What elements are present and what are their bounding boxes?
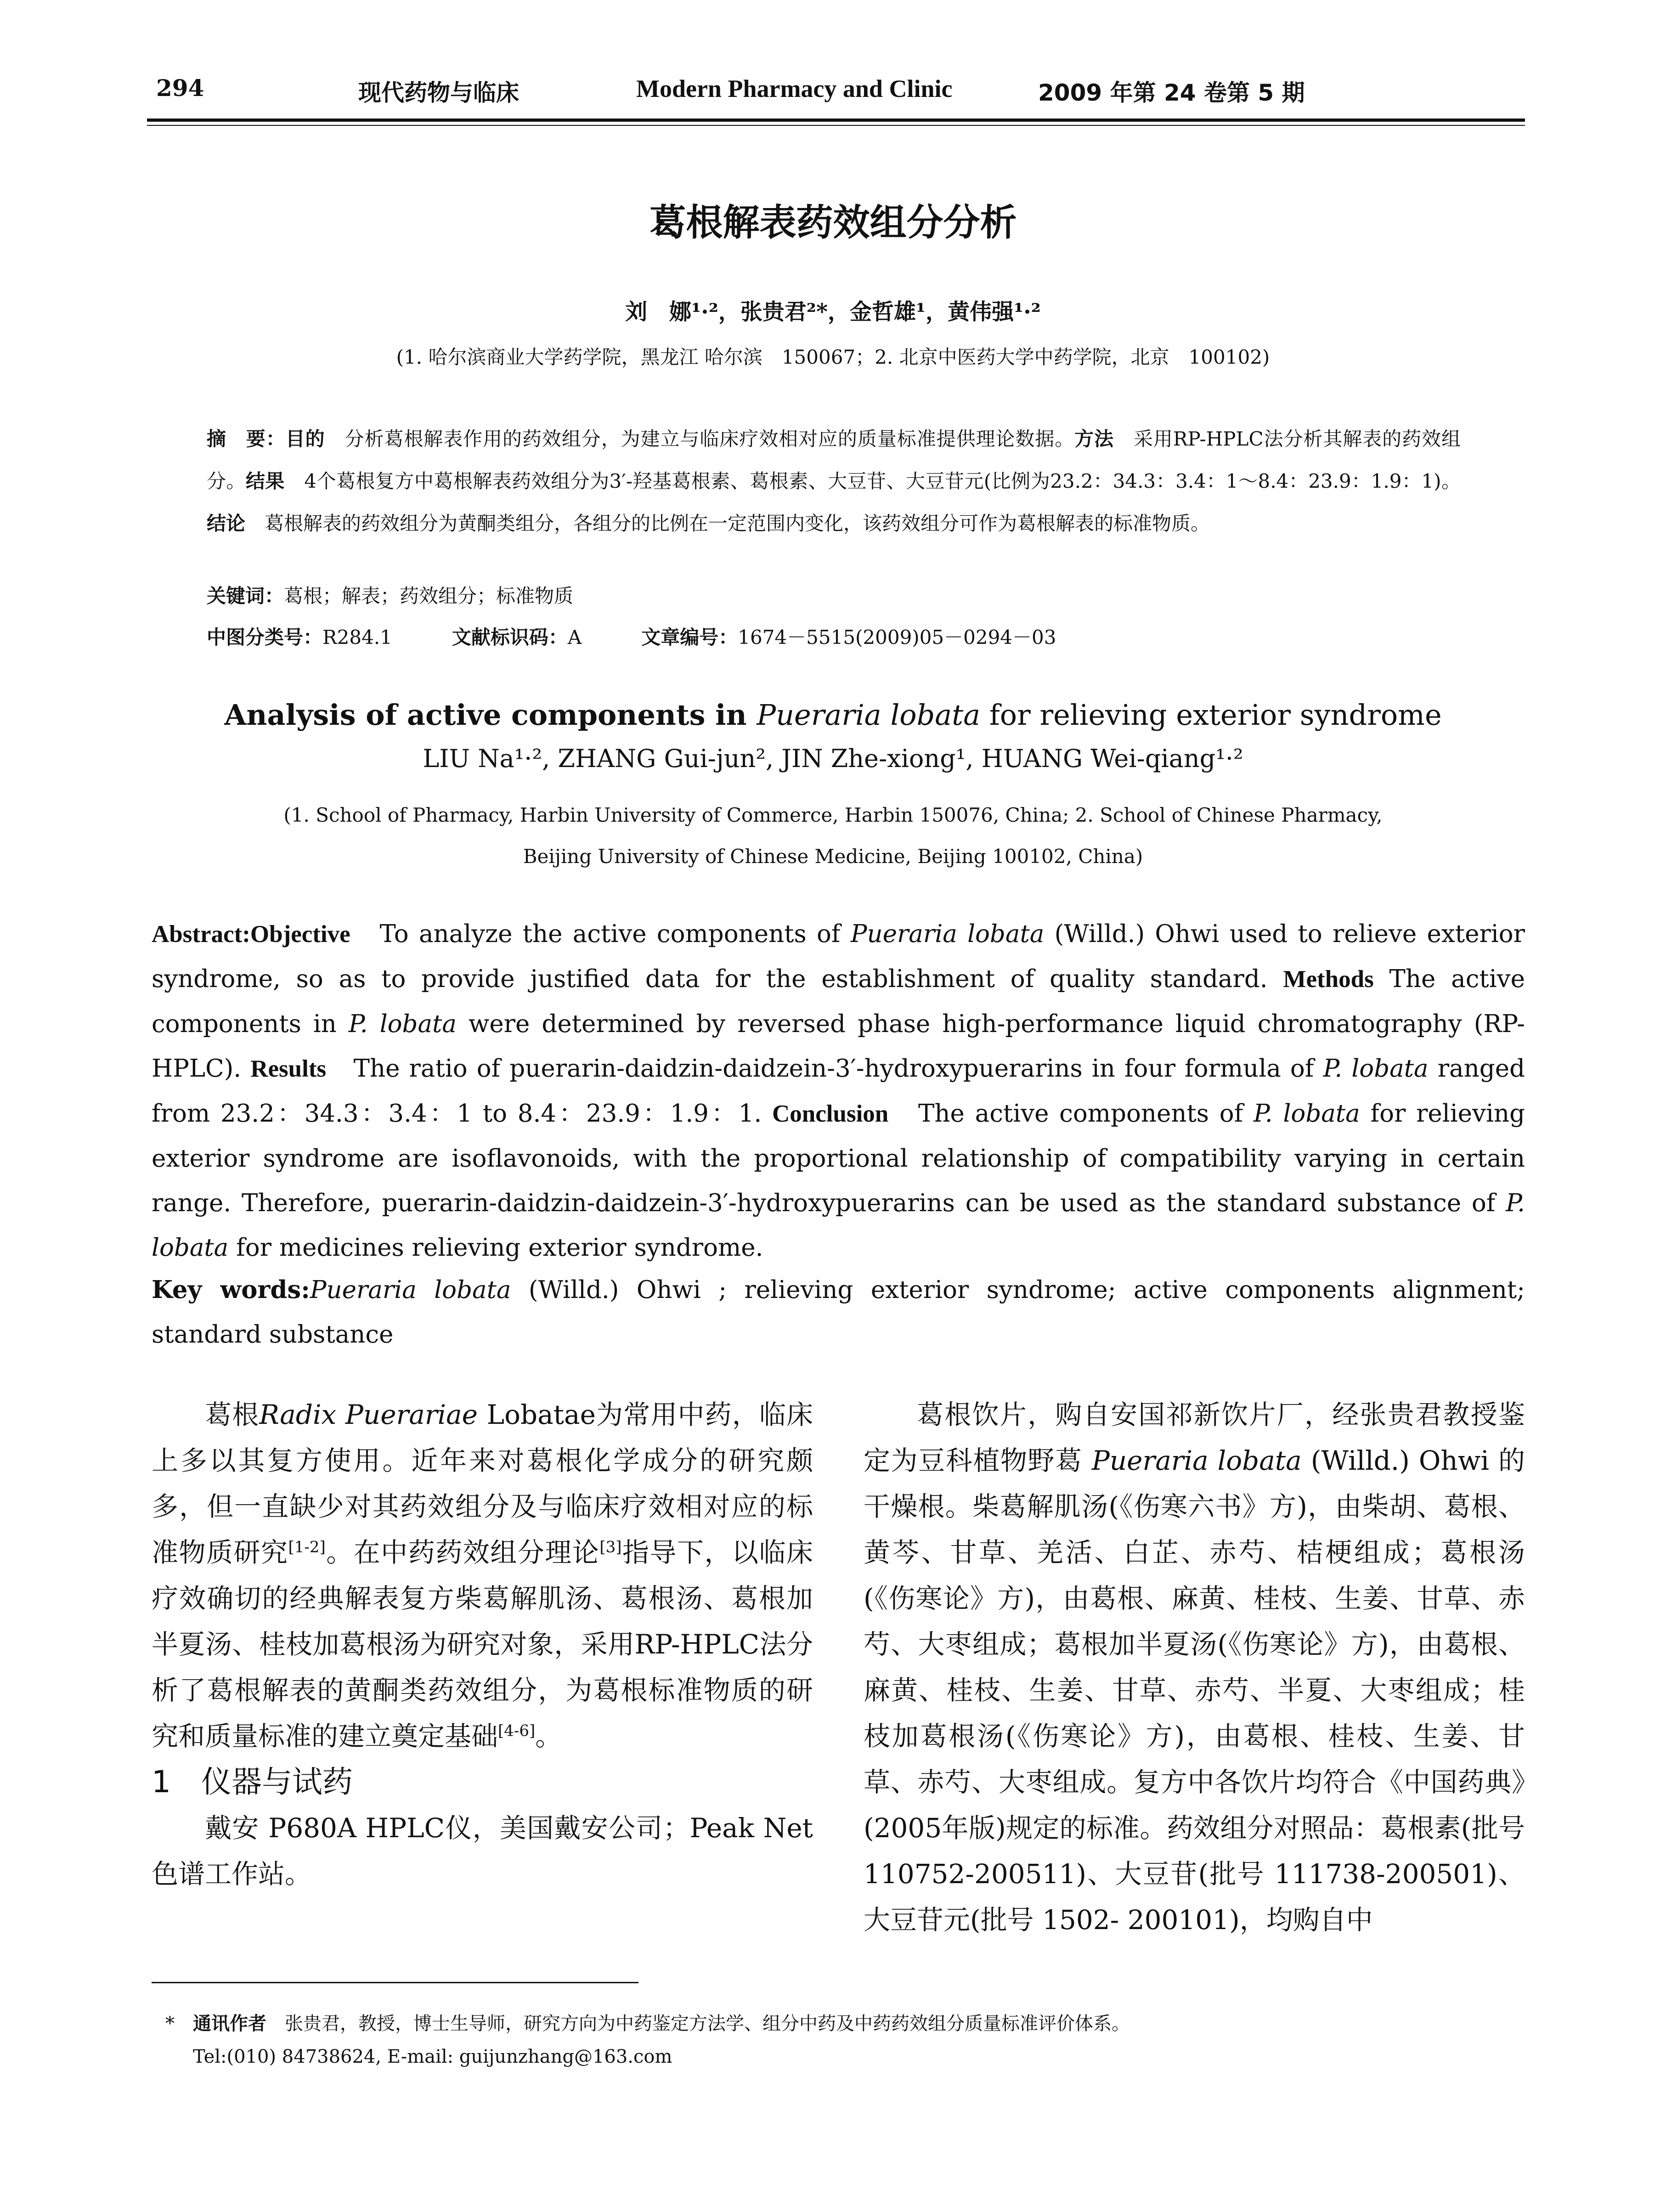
results-text-cn: 4个葛根复方中葛根解表药效组分为3′-羟基葛根素、葛根素、大豆苷、大豆苷元(比例为23.2：34.3：3.4：1～8.4：23.9：1.9：1)。 bbox=[284, 470, 1461, 492]
body-column-right bbox=[864, 1392, 1525, 1943]
objective-text-en-1: To analyze the active components of bbox=[350, 920, 851, 948]
abstract-en bbox=[152, 912, 1525, 1270]
body-column-left bbox=[152, 1392, 813, 1897]
results-label-cn: 结果 bbox=[245, 470, 285, 492]
intro-paragraph bbox=[152, 1392, 813, 1759]
conclusion-text-en-2: for relieving exterior syndrome are isoflavonoids, with the proportional relationship of compatibility varying in certain range. Therefore, puerarin-daidzin-daidzein-3′-hydroxypuerarins can be used as the standard substance of bbox=[152, 1100, 1525, 1217]
intro-text-5: 。 bbox=[535, 1721, 562, 1752]
affiliations-en bbox=[0, 795, 1666, 877]
footnote-contact: Tel:(010) 84738624, E-mail: guijunzhang@163.com bbox=[193, 2046, 672, 2067]
intro-text-3: 。在中药药效组分理论 bbox=[325, 1537, 600, 1568]
header-rule-thin bbox=[147, 125, 1525, 126]
title-en-part1: Analysis of active components in bbox=[224, 698, 757, 732]
species-abbr: P. lobata bbox=[152, 1189, 1525, 1262]
species-abbr: P. lobata bbox=[1253, 1100, 1360, 1128]
abstract-cn-label: 摘 要： bbox=[207, 428, 286, 450]
article-number-label: 文章编号： bbox=[641, 626, 738, 649]
objective-label-en: Objective bbox=[250, 921, 350, 948]
instruments-paragraph: 戴安 P680A HPLC仪，美国戴安公司；Peak Net色谱工作站。 bbox=[152, 1812, 813, 1890]
page-number: 294 bbox=[156, 74, 204, 102]
title-en-species: Pueraria lobata bbox=[757, 698, 981, 732]
materials-text-2: (Willd.) Ohwi 的干燥根。柴葛解肌汤(《伤寒六书》方)，由柴胡、葛根、黄芩、甘草、羌活、白芷、赤芍、桔梗组成；葛根汤(《伤寒论》方)，由葛根、麻黄、桂枝、生姜、甘草、赤芍、大枣组成；葛根加半夏汤(《伤寒论》方)，由葛根、麻黄、桂枝、生姜、甘草、赤芍、半夏、大枣组成；桂枝加葛根汤(《伤寒论》方)，由葛根、桂枝、生姜、甘草、赤芍、大枣组成。复方中各饮片均符合《中国药典》(2005年版)规定的标准。药效组分对照品：葛根素(批号 110752-200511)、大豆苷(批号 111738-200501)、大豆苷元(批号 1502- 200101)，均购自中 bbox=[864, 1445, 1525, 1936]
methods-label-cn: 方法 bbox=[1074, 428, 1114, 450]
title-en bbox=[0, 698, 1666, 732]
footnote-line1 bbox=[193, 2007, 1525, 2040]
running-header bbox=[156, 69, 1516, 110]
methods-text-en-2: were determined by reversed phase high-performance liquid chromatography (RP-HPLC). bbox=[152, 1010, 1525, 1083]
affiliations-en-line2: Beijing University of Chinese Medicine, Beijing 100102, China) bbox=[523, 845, 1143, 868]
affiliations-cn: (1. 哈尔滨商业大学药学院，黑龙江 哈尔滨 150067；2. 北京中医药大学中药学院，北京 100102) bbox=[396, 346, 1270, 368]
conclusion-text-cn: 葛根解表的药效组分为黄酮类组分，各组分的比例在一定范围内变化，该药效组分可作为葛根解表的标准物质。 bbox=[245, 512, 1210, 535]
issue-info: 2009 年第 24 卷第 5 期 bbox=[1038, 79, 1305, 106]
objective-text-en-2: (Willd.) Ohwi used to relieve exterior syndrome, so as to provide justified data for the establishment of quality standard. bbox=[152, 920, 1525, 993]
authors-en: LIU Na¹·², ZHANG Gui-jun², JIN Zhe-xiong¹, HUANG Wei-qiang¹·² bbox=[423, 744, 1243, 773]
abstract-en-label: Abstract: bbox=[152, 921, 250, 948]
methods-text-en-1: The active components in bbox=[152, 965, 1525, 1038]
footnote bbox=[165, 2007, 1525, 2073]
title-en-part2: for relieving exterior syndrome bbox=[980, 698, 1442, 732]
keywords-en-label: Key words: bbox=[152, 1275, 310, 1304]
citation-ref: [1-2] bbox=[288, 1538, 326, 1557]
results-text-en-1: The ratio of puerarin-daidzin-daidzein-3′-hydroxypuerarins in four formula of bbox=[326, 1055, 1323, 1083]
species-name: Pueraria lobata bbox=[1091, 1445, 1302, 1476]
footnote-label: 通讯作者 bbox=[193, 2013, 266, 2034]
keywords-cn bbox=[207, 581, 1447, 609]
footnote-marker: * bbox=[165, 2013, 175, 2034]
keywords-cn-text: 葛根；解表；药效组分；标准物质 bbox=[284, 585, 574, 607]
authors-cn: 刘 娜¹·²，张贵君²*，金哲雄¹，黄伟强¹·² bbox=[625, 299, 1041, 325]
latin-name: Radix Puerariae bbox=[259, 1399, 478, 1430]
conclusion-label-cn: 结论 bbox=[207, 512, 246, 535]
keywords-en-text: (Willd.) Ohwi ; relieving exterior syndrome; active components alignment; standard substance bbox=[152, 1276, 1525, 1349]
doc-code-value: A bbox=[567, 626, 582, 649]
section-heading-1: 1 仪器与试药 bbox=[152, 1764, 353, 1800]
species-abbr: P. lobata bbox=[1323, 1055, 1429, 1083]
objective-label-cn: 目的 bbox=[285, 428, 325, 450]
materials-text-1: 葛根饮片，购自安国祁新饮片厂，经张贵君教授鉴定为豆科植物野葛 bbox=[864, 1399, 1525, 1476]
materials-paragraph bbox=[864, 1392, 1525, 1943]
header-rule-thick bbox=[147, 118, 1525, 122]
conclusion-label-en: Conclusion bbox=[772, 1100, 889, 1127]
conclusion-text-en-1: The active components of bbox=[888, 1100, 1254, 1128]
intro-text-4: 指导下，以临床疗效确切的经典解表复方柴葛解肌汤、葛根汤、葛根加半夏汤、桂枝加葛根汤为研究对象，采用RP-HPLC法分析了葛根解表的黄酮类药效组分，为葛根标准物质的研究和质量标准的建立奠定基础 bbox=[152, 1537, 813, 1752]
article-number-value: 1674－5515(2009)05－0294－03 bbox=[738, 626, 1056, 649]
classification-line bbox=[207, 622, 1447, 650]
keywords-en bbox=[152, 1268, 1525, 1357]
intro-text-2: Lobatae为常用中药，临床上多以其复方使用。近年来对葛根化学成分的研究颇多，但一直缺少对其药效组分及与临床疗效相对应的标准物质研究 bbox=[152, 1399, 813, 1568]
abstract-cn bbox=[207, 418, 1461, 545]
results-text-en-2: ranged from 23.2：34.3：3.4：1 to 8.4：23.9：1.9：1. bbox=[152, 1055, 1525, 1128]
doc-code-label: 文献标识码： bbox=[452, 626, 568, 649]
conclusion-text-en-3: for medicines relieving exterior syndrome. bbox=[228, 1234, 763, 1262]
footnote-rule bbox=[152, 1982, 638, 1983]
clc-value: R284.1 bbox=[322, 626, 392, 649]
methods-label-en: Methods bbox=[1283, 966, 1374, 993]
footnote-text: 张贵君，教授，博士生导师，研究方向为中药鉴定方法学、组分中药及中药药效组分质量标准评价体系。 bbox=[266, 2013, 1130, 2034]
journal-name-en: Modern Pharmacy and Clinic bbox=[636, 75, 953, 102]
title-cn: 葛根解表药效组分分析 bbox=[649, 201, 1017, 244]
objective-text-cn: 分析葛根解表作用的药效组分，为建立与临床疗效相对应的质量标准提供理论数据。 bbox=[325, 428, 1075, 450]
species-abbr: P. lobata bbox=[348, 1010, 457, 1038]
methods-text-cn: 采用RP-HPLC法分析其解表的药效组分。 bbox=[207, 428, 1461, 492]
affiliations-en-line1: (1. School of Pharmacy, Harbin University of Commerce, Harbin 150076, China; 2. School of Chinese Pharmacy, bbox=[283, 804, 1383, 826]
species-name: Pueraria lobata bbox=[850, 920, 1045, 948]
citation-ref: [3] bbox=[599, 1538, 622, 1557]
keywords-cn-label: 关键词： bbox=[207, 585, 284, 607]
keywords-en-species: Pueraria lobata bbox=[310, 1276, 511, 1304]
journal-name-cn: 现代药物与临床 bbox=[358, 79, 519, 106]
clc-label: 中图分类号： bbox=[207, 626, 323, 649]
results-label-en: Results bbox=[250, 1055, 327, 1082]
intro-text-1: 葛根 bbox=[205, 1399, 260, 1430]
citation-ref: [4-6] bbox=[498, 1721, 536, 1740]
